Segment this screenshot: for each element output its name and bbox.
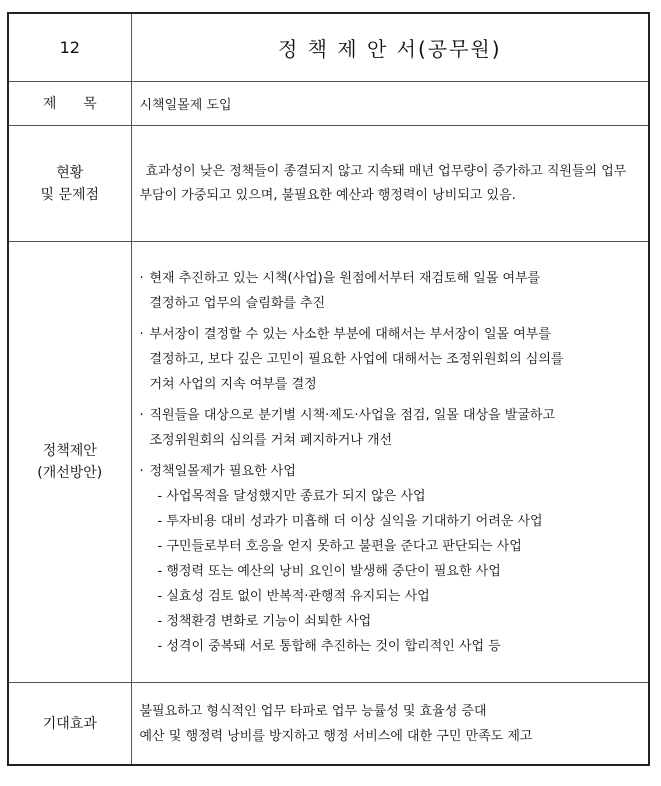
sunset-list (140, 484, 643, 659)
status-label (8, 126, 131, 242)
sunset-item: - 성격이 중복돼 서로 통합해 추진하는 것이 합리적인 사업 등 (157, 638, 501, 654)
sunset-section (140, 459, 643, 659)
proposal-item-line: 조정위원회의 심의를 거쳐 폐지하거나 개선 (149, 432, 393, 448)
sunset-item: - 행정력 또는 예산의 낭비 요인이 발생해 중단이 필요한 사업 (157, 563, 501, 579)
effect-row (8, 683, 649, 766)
effect-label: 기대효과 (8, 683, 131, 766)
proposal-item (140, 322, 643, 397)
proposal-item (140, 403, 643, 453)
sunset-item: - 실효성 검토 없이 반복적·관행적 유지되는 사업 (157, 588, 430, 604)
subject-value: 시책일몰제 도입 (131, 82, 649, 126)
status-row (8, 126, 649, 242)
subject-label: 제 목 (8, 82, 131, 126)
proposal-item-line: 부서장이 결정할 수 있는 사소한 부분에 대해서는 부서장이 일몰 여부를 (149, 326, 551, 342)
subject-row (8, 82, 649, 126)
proposal-label-line2: (개선방안) (37, 465, 103, 481)
effect-line: 불필요하고 형식적인 업무 타파로 업무 능률성 및 효율성 증대 (139, 703, 487, 719)
proposal-item (140, 266, 643, 316)
proposal-number: 12 (8, 13, 131, 82)
policy-proposal-form (7, 12, 650, 766)
status-content (131, 126, 649, 242)
sunset-item: - 사업목적을 달성했지만 종료가 되지 않은 사업 (157, 488, 426, 504)
proposal-item-line: 결정하고 업무의 슬림화를 추진 (149, 295, 326, 311)
proposal-label-line1: 정책제안 (42, 443, 97, 459)
header-row (8, 13, 649, 82)
proposal-item-line: 결정하고, 보다 깊은 고민이 필요한 사업에 대해서는 조정위원회의 심의를 (149, 351, 564, 367)
proposal-row (8, 242, 649, 683)
proposal-item-line: 거쳐 사업의 지속 여부를 결정 (149, 376, 317, 392)
sunset-intro: 정책일몰제가 필요한 사업 (149, 463, 296, 479)
bullet-dot-icon: · (139, 270, 144, 286)
effect-line: 예산 및 행정력 낭비를 방지하고 행정 서비스에 대한 구민 만족도 제고 (139, 728, 533, 744)
sunset-item: - 투자비용 대비 성과가 미흡해 더 이상 실익을 기대하기 어려운 사업 (157, 513, 543, 529)
bullet-dot-icon: · (139, 407, 144, 423)
status-text: 효과성이 낮은 정책들이 종결되지 않고 지속돼 매년 업무량이 증가하고 직원들의 업무 부담이 가중되고 있으며, 불필요한 예산과 행정력이 낭비되고 있음. (139, 163, 627, 203)
proposal-label (8, 242, 131, 683)
proposal-item-line: 직원들을 대상으로 분기별 시책·제도·사업을 점검, 일몰 대상을 발굴하고 (149, 407, 556, 423)
proposal-item-line: 현재 추진하고 있는 시책(사업)을 원점에서부터 재검토해 일몰 여부를 (149, 270, 541, 286)
bullet-dot-icon: · (139, 326, 144, 342)
sunset-item: - 구민들로부터 호응을 얻지 못하고 불편을 준다고 판단되는 사업 (157, 538, 522, 554)
status-label-line1: 현황 (56, 164, 84, 181)
proposal-content (131, 242, 649, 683)
proposal-list (140, 266, 643, 659)
document-title: 정 책 제 안 서(공무원) (131, 13, 649, 82)
bullet-dot-icon: · (139, 463, 144, 479)
effect-content (131, 683, 649, 766)
status-label-line2: 및 문제점 (40, 186, 100, 203)
sunset-item: - 정책환경 변화로 기능이 쇠퇴한 사업 (157, 613, 372, 629)
